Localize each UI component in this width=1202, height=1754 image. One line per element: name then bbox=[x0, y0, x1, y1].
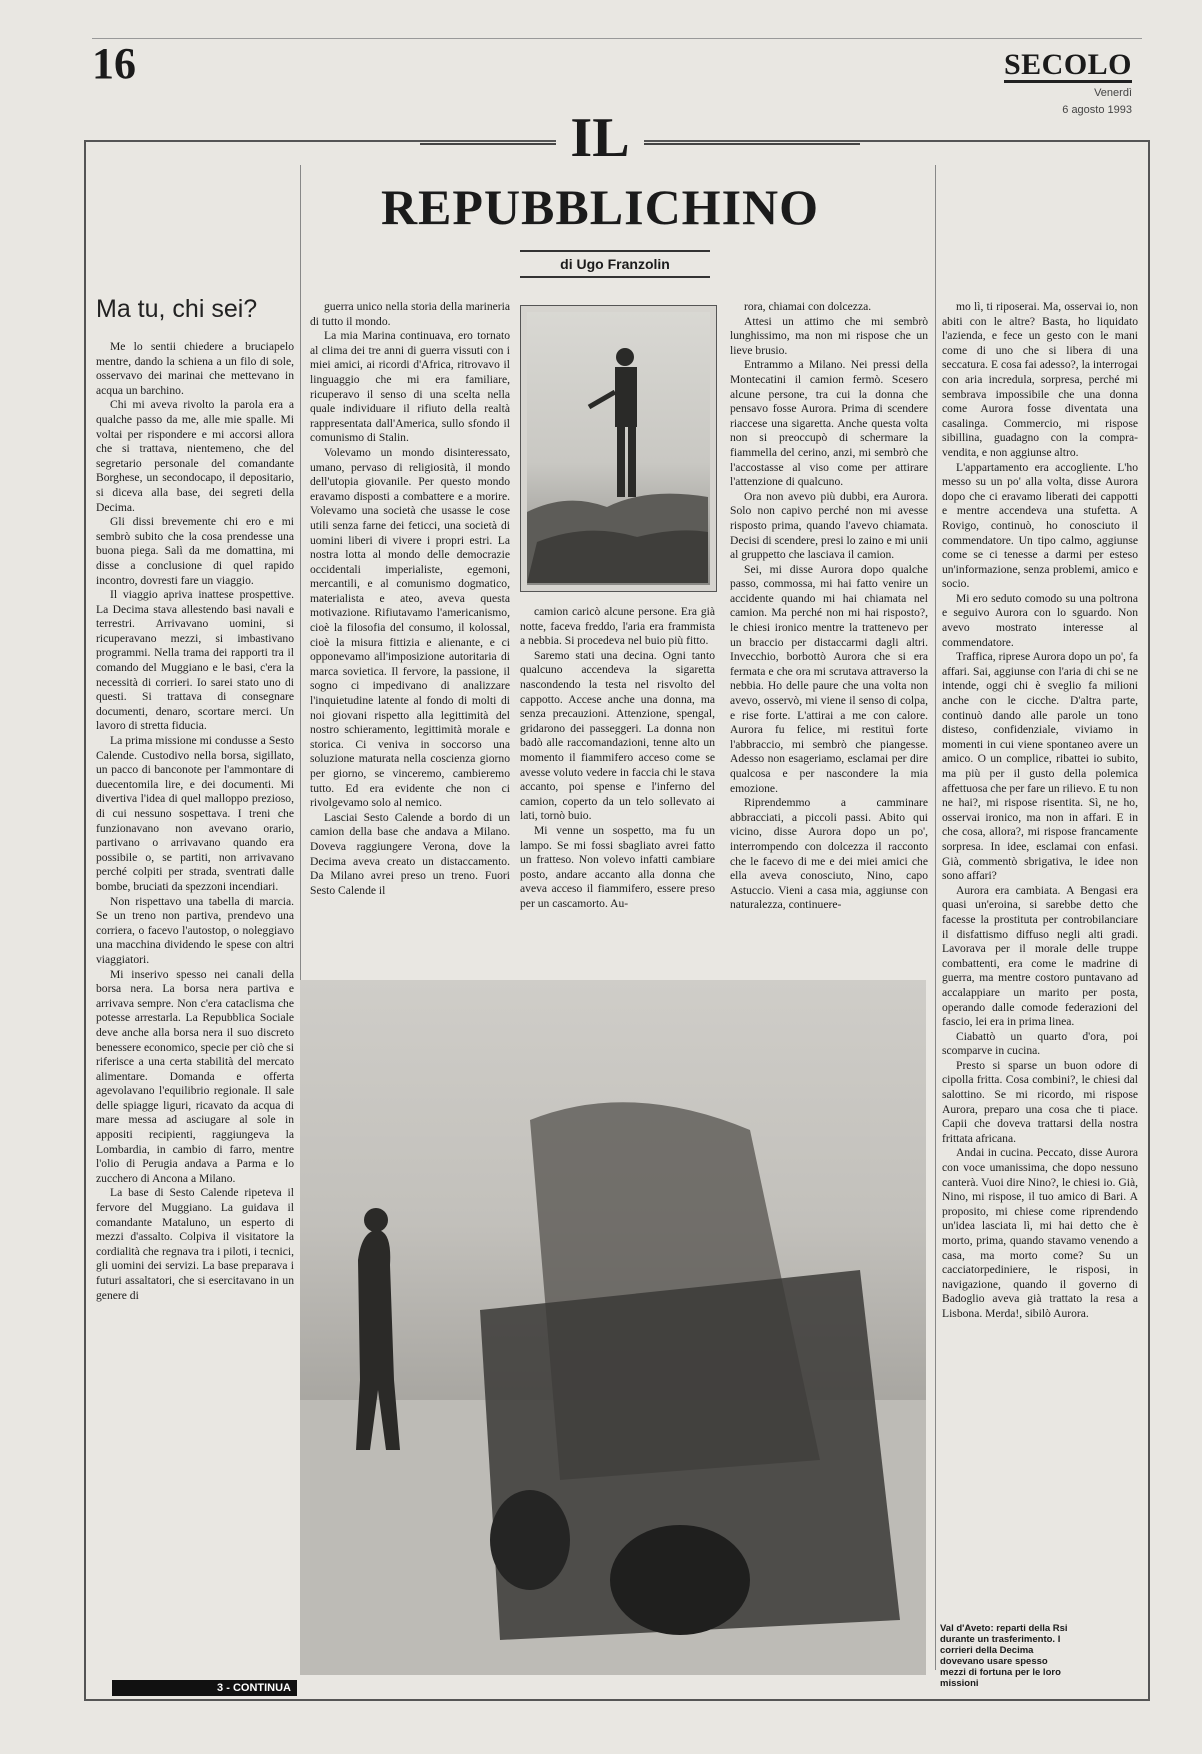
column-4 bbox=[730, 300, 928, 970]
section-heading: Ma tu, chi sei? bbox=[96, 295, 258, 323]
page-number: 16 bbox=[92, 39, 136, 88]
column-1 bbox=[96, 340, 294, 1670]
paragraph: Riprendemmo a camminare abbracciati, a piccoli passi. Abito qui vicino, disse Aurora dopo un po', interrompendo con dolcezza il racconto che le facevo di me e dei miei amici che ella aveva conosciuto, Nino, capo Astuccio. Vieni a casa mia, aggiunse con naturalezza, continuere- bbox=[730, 796, 928, 912]
paragraph: Traffica, riprese Aurora dopo un po', fa affari. Sai, aggiunse con l'aria di chi se ne intende, oggi chi è sveglio fa milioni anche con le cicche. D'altra parte, continuò dando alle parole un tono disteso, confidenziale, viviamo in momenti in cui viene spontaneo avere un amico. O un complice, ribattei io subito, ma più per il gusto della polemica affettuosa che per fare un rilievo. E tu non ne hai?, mi rispose risentita. Sì, ne ho, osservai ironico, ma non in affari. E in che cosa, allora?, mi rispose francamente sorpresa. In idee, esclamai con enfasi. Già, commentò sbrigativa, le idee non sono affari? bbox=[942, 650, 1138, 883]
column-rule bbox=[935, 165, 936, 1670]
masthead bbox=[1004, 50, 1132, 117]
title-line-1: IL bbox=[556, 110, 643, 166]
column-2 bbox=[310, 300, 510, 970]
paragraph: camion caricò alcune persone. Era già notte, faceva freddo, l'aria era frammista a nebbia. Si procedeva nel buio più fitto. bbox=[520, 605, 715, 648]
paragraph: Non rispettavo una tabella di marcia. Se un treno non partiva, prendevo una corriera, o facevo l'autostop, o noleggiavo una macchina dividendo le spese con altri viaggiatori. bbox=[96, 894, 294, 966]
paragraph: Lasciai Sesto Calende a bordo di un camion della base che andava a Milano. Doveva raggiungere Verona, dove la Decima aveva creato un distaccamento. Da Milano avrei preso un treno. Fuori Sesto Calende il bbox=[310, 810, 510, 897]
newspaper-logo: SECOLO bbox=[1003, 48, 1132, 81]
paragraph: Aurora era cambiata. A Bengasi era quasi un'eroina, si sarebbe detto che facesse la prostituta per controbilanciare il disfattismo diffuso negli alti gradi. Lavorava per il morale delle truppe combattenti, era come le madrine di guerra, ma mentre costoro puntavano ad accalappiare un marito per posta, operando dalle comode federazioni del fascio, lei era in prima linea. bbox=[942, 883, 1138, 1029]
paragraph: Chi mi aveva rivolto la parola era a qualche passo da me, alle mie spalle. Mi voltai per rispondere e mi accorsi allora che si trattava, nientemeno, che del segretario personale del comandante Borghese, un secondocapo, il depositario, si diceva alla base, dei segreti della Decima. bbox=[96, 398, 294, 514]
paragraph: Presto si sparse un buon odore di cipolla fritta. Cosa combini?, le chiesi dal salottino. Se mi ricordo, mi rispose Aurora, preparo una cosa che ti piace. Capii che doveva trattarsi della nostra frittata africana. bbox=[942, 1058, 1138, 1145]
paragraph: La base di Sesto Calende ripeteva il fervore del Muggiano. La guidava il comandante Mataluno, un esperto di mezzi d'assalto. Colpiva il visitatore la cordialità che regnava tra i piloti, i tecnici, gli uomini dei servizi. La base preparava i futuri assaltatori, che si esercitavano in un genere di bbox=[96, 1186, 294, 1302]
paragraph: Sei, mi disse Aurora dopo qualche passo, commossa, mi hai fatto venire un accidente quando mi hai chiamata nel camion. Ma perché non mi hai risposto?, le chiesi ironico mentre la trattenevo per un braccio per distaccarmi dagli altri. Invecchio, borbottò Aurora che si era fermata e che ora mi scrutava attraverso la nebbia. Ho delle paure che una volta non avevo, osservò, mi viene il senso di colpa, e rise forte. L'attirai a me con calore. Aurora fu felice, mi restituì forte l'abbraccio, mi sembrò che piangesse. Adesso non esageriamo, esclamai per dire qualcosa e per nascondere la mia emozione. bbox=[730, 562, 928, 795]
paragraph: La prima missione mi condusse a Sesto Calende. Custodivo nella borsa, sigillato, un pacco di banconote per l'ammontare di duecentomila lire, e dei documenti. Mi divertiva l'idea di quel malloppo prezioso, di cui nessuno sospettava. I treni che funzionavano non avevano orario, partivano o arrivavano quando era possibile o, se partiti, non arrivavano perché colpiti per strada, sventrati dalle bombe, bruciati da spezzoni incendiari. bbox=[96, 734, 294, 893]
sailor-photo bbox=[520, 305, 717, 592]
top-rule bbox=[92, 38, 1142, 39]
continua-label: 3 - CONTINUA bbox=[112, 1680, 297, 1696]
paragraph: L'appartamento era accogliente. L'ho messo su un po' alla volta, disse Aurora dopo che ci eravamo liberati dei cappotti e mentre accendeva una stufetta. A Rovigo, continuò, ho conosciuto il commendatore. Un tipo calmo, aggiunse come se ci tenesse a darmi per esteso un'informazione, senza problemi, amico e socio. bbox=[942, 460, 1138, 591]
issue-day: Venerdì bbox=[1094, 87, 1132, 99]
paragraph: Ora non avevo più dubbi, era Aurora. Solo non capivo perché non mi avesse risposto prima, quando l'avevo chiamata. Decisi di scendere, presi lo zaino e mi unii al gruppetto che lasciava il camion. bbox=[730, 489, 928, 562]
paragraph: Mi inserivo spesso nei canali della borsa nera. La borsa nera partiva e arrivava sempre. Non c'era cataclisma che potesse arrestarla. La Repubblica Sociale deve anche alla borsa nera il suo discreto benessere economico, specie per ciò che si riferisce a una certa stabilità del mercato alimentare. Domanda e offerta agevolavano l'equilibrio regionale. Il sale delle spiagge liguri, ricavato da acqua di mare messa ad asciugare al sole in appositi recipienti, raggiungeva la Lombardia, in cambio di farro, mentre l'olio di Perugia andava a Parma e lo zucchero di Ancona a Milano. bbox=[96, 967, 294, 1185]
column-3 bbox=[520, 605, 715, 970]
paragraph: Gli dissi brevemente chi ero e mi sembrò subito che la cosa prendesse una buona piega. Salì da me domattina, mi disse a conclusione di quel rapido incontro, dovresti fare un viaggio. bbox=[96, 515, 294, 587]
paragraph: guerra unico nella storia della marineria di tutto il mondo. bbox=[310, 300, 510, 328]
photo-caption: Val d'Aveto: reparti della Rsi durante un trasferimento. I corrieri della Decima dovevano usare spesso mezzi di fortuna per le loro missioni bbox=[940, 1623, 1068, 1689]
article-title bbox=[300, 107, 900, 235]
paragraph: Ciabattò un quarto d'ora, poi scomparve in cucina. bbox=[942, 1029, 1138, 1058]
paragraph: Volevamo un mondo disinteressato, umano, pervaso di religiosità, il mondo dell'utopia giovanile. Per questo mondo eravamo disposti a combattere e a morire. Volevamo una società che usasse le cose utili senza farne dei feticci, una società di uomini liberi di vivere i propri estri. La nostra lotta al mondo delle democrazie occidentali imperialiste, egemoni, mercantili, e al comunismo dogmatico, materialista e ateo, aveva questa motivazione. Rifiutavamo l'americanismo, cioè la filosofia del consumo, il kolossal, cioè la misura fittizia e alienante, e ci opponevamo all'imposizione autoritaria di marca sovietica. Il fervore, la passione, il sogno ci impedivano di analizzare l'inquietudine latente al fondo di molti di noi giovani rispetto alla legittimità del nostro schieramento, legittimità morale e storica. Ci veniva in soccorso una soluzione maturata nella coscienza giorno per giorno, se vinceremo, cambieremo tutto. Ed era evidente che non ci rivolgevamo solo al nemico. bbox=[310, 445, 510, 810]
paragraph: La mia Marina continuava, ero tornato al clima dei tre anni di guerra vissuti con i miei amici, ai ricordi d'Africa, ritrovavo il linguaggio che mi era familiare, ricuperavo il senso di una scelta nella quale individuare il rifiuto della realtà rappresentata dall'America, sullo sfondo il comunismo di Stalin. bbox=[310, 329, 510, 445]
convoy-photo bbox=[300, 980, 926, 1675]
title-line-2: REPUBBLICHINO bbox=[380, 179, 820, 235]
paragraph: mo lì, ti riposerai. Ma, osservai io, non abiti con le altre? Basta, ho liquidato l'azienda, e fece un gesto con le mani come di uno che si libera di una seccatura. E cosa fai adesso?, la interrogai con aria incredula, sorpresa, perché mi sembrava impossibile che una donna come Aurora fosse diventata una casalinga. Commercio, mi rispose sibillina, guadagno con la compra-vendita, e non aggiunse altro. bbox=[942, 300, 1138, 459]
paragraph: Entrammo a Milano. Nei pressi della Montecatini il camion fermò. Scesero alcune persone, tra cui la donna che pensavo fosse Aurora. Prima di scendere riaccese una sigaretta. Anche questa volta non si preoccupò di schermare la fiammella del cerino, anzi, mi sembrò che l'accostasse al viso come per attirare l'attenzione di qualcuno. bbox=[730, 358, 928, 489]
byline: di Ugo Franzolin bbox=[520, 250, 710, 278]
paragraph: Il viaggio apriva inattese prospettive. La Decima stava allestendo basi navali e terrestri. Arrivavano uomini, si ricuperavano mezzi, si imbastivano programmi. Nella trama dei rapporti tra il comando del Muggiano e le basi, c'era la necessità di corrieri. Io sarei stato uno di questi. Si trattava di consegnare documenti, denaro, scortare merci. Un lavoro di stretta fiducia. bbox=[96, 588, 294, 733]
paragraph: Mi ero seduto comodo su una poltrona e seguivo Aurora con lo sguardo. Non avevo mostrato interesse al commendatore. bbox=[942, 591, 1138, 649]
paragraph: Attesi un attimo che mi sembrò lunghissimo, ma non mi rispose che un lieve brusio. bbox=[730, 314, 928, 357]
paragraph: Mi venne un sospetto, ma fu un lampo. Se mi fossi sbagliato avrei fatto un fratteso. Non volevo infatti cambiare posto, andare accanto alla donna che aveva acceso il fiammifero, essere preso per un cascamorto. Au- bbox=[520, 823, 715, 910]
paragraph: Andai in cucina. Peccato, disse Aurora con voce umanissima, che dopo nessuno canterà. Vuoi dire Nino?, le chiesi io. Già, Nino, mi rispose, il tuo amico di Bari. A proposito, mi chiese come riprendendo un'idea lasciata lì, mi hai detto che è morto, prima, quando stavamo venendo a casa, ma morto come? Su un cacciatorpediniere, le risposi, in navigazione, quando il governo di Badoglio aveva già trattato la resa a Lisbona. Merda!, sibilò Aurora. bbox=[942, 1146, 1138, 1320]
paragraph: Me lo sentii chiedere a bruciapelo mentre, dando la schiena a un filo di sole, osservavo dei marinai che mettevano in acqua un barchino. bbox=[96, 340, 294, 397]
issue-date: 6 agosto 1993 bbox=[1062, 104, 1132, 117]
paragraph: Saremo stati una decina. Ogni tanto qualcuno accendeva la sigaretta nascondendo la testa nel risvolto del cappotto. Accese anche una donna, ma senza precauzioni. Attenzione, spengal, gridarono dei passeggeri. La donna non badò alle raccomandazioni, tenne alto un momento il fiammifero acceso come se avesse voluto vedere in faccia chi le stava accanto, poi spense e l'inferno del camion, coperto da un telo sollevato ai lati, tornò buio. bbox=[520, 648, 715, 823]
column-5 bbox=[942, 300, 1138, 1610]
paragraph: rora, chiamai con dolcezza. bbox=[744, 300, 872, 313]
